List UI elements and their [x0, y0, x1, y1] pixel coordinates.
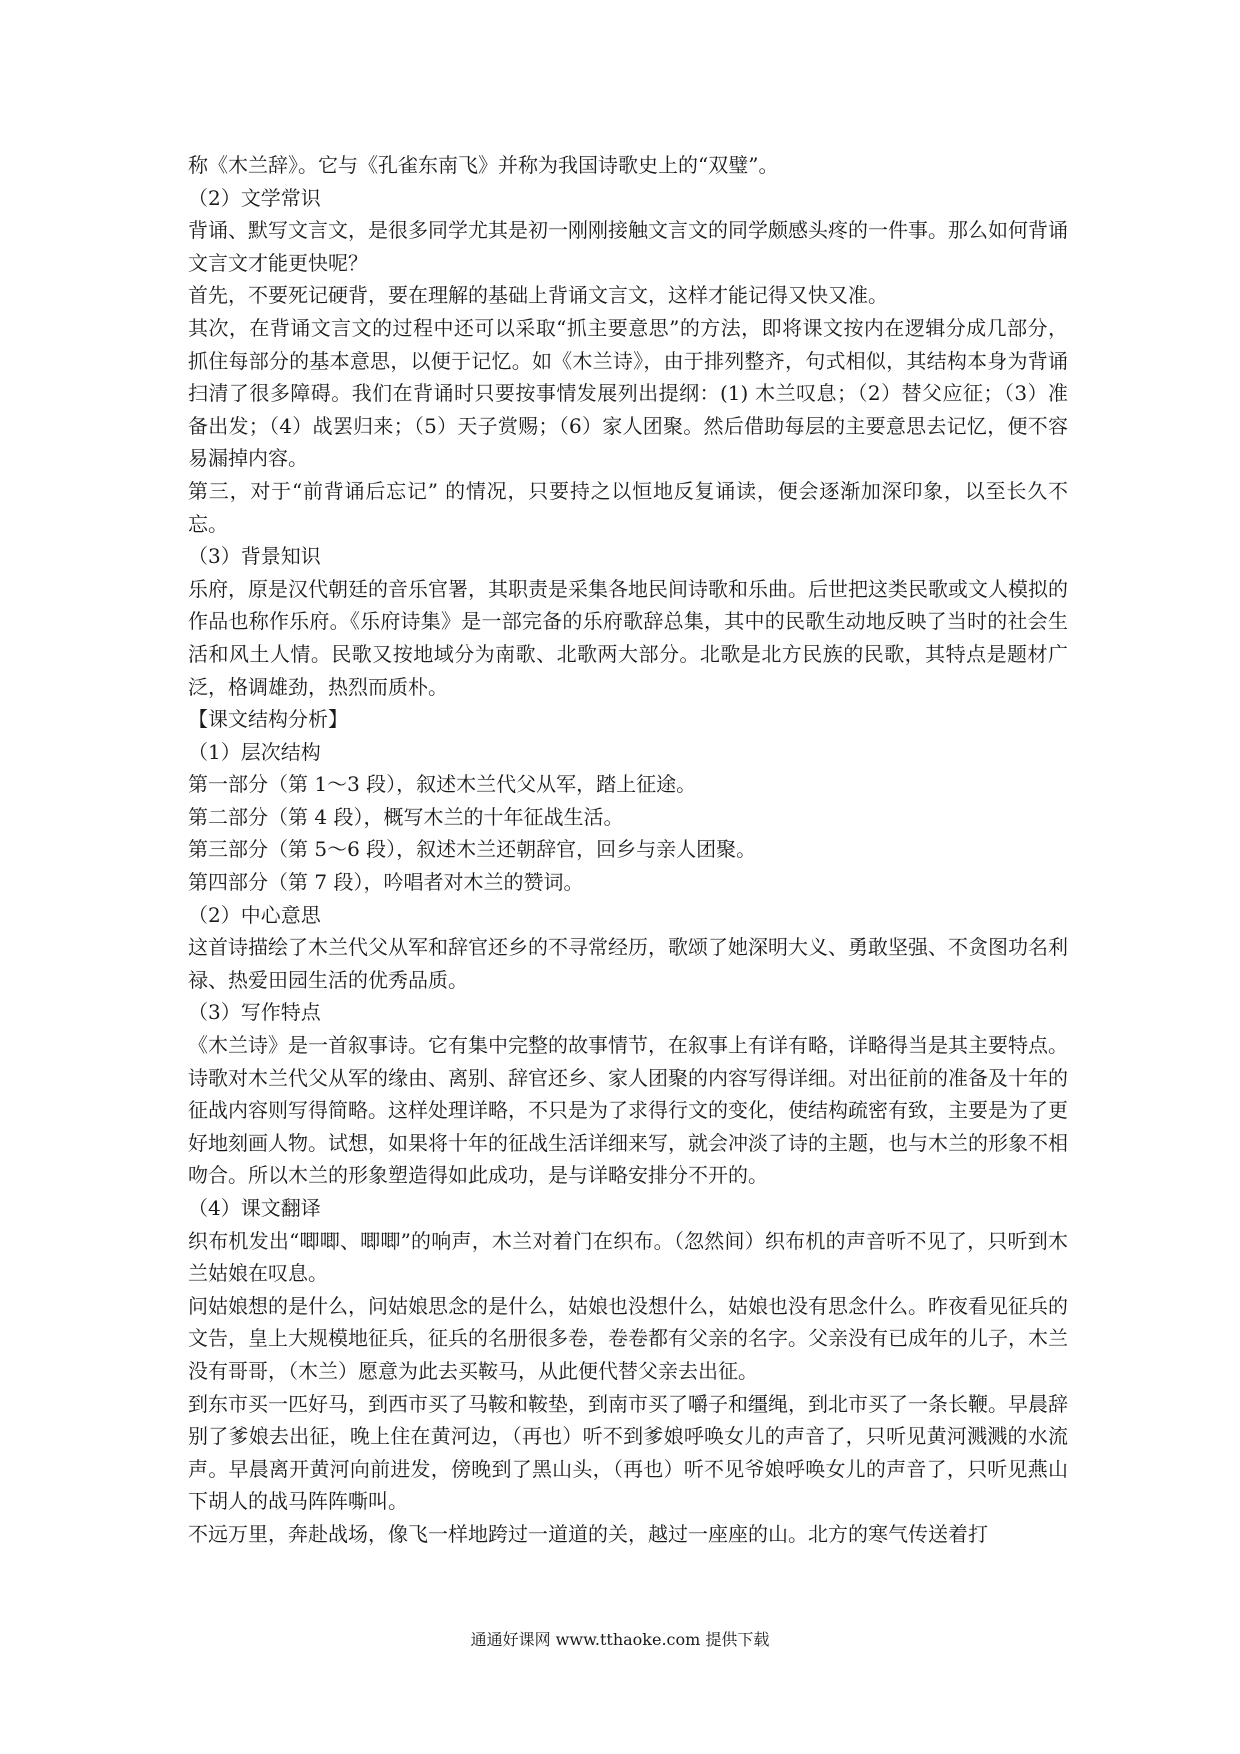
heading-background-knowledge: （3）背景知识: [188, 544, 321, 569]
paragraph-yuefu-background: 乐府，原是汉代朝廷的音乐官署，其职责是采集各地民间诗歌和乐曲。后世把这类民歌或文人模拟的作品也称作乐府。《乐府诗集》是一部完备的乐府歌辞总集，其中的民歌生动地反映了当时的社会生活和风土人情。民歌又按地域分为南歌、北歌两大部分。北歌是北方民族的民歌，其特点是题材广泛，格调雄劲，热烈而质朴。: [188, 576, 1068, 699]
paragraph-third-tip: 第三，对于“前背诵后忘记” 的情况，只要持之以恒地反复诵读，便会逐渐加深印象，以至长久不忘。: [188, 478, 1068, 536]
heading-central-idea: （2）中心意思: [188, 902, 321, 927]
list-item-part-three: 第三部分（第 5～6 段），叙述木兰还朝辞官，回乡与亲人团聚。: [188, 837, 757, 862]
paragraph-writing-features: 《木兰诗》是一首叙事诗。它有集中完整的故事情节，在叙事上有详有略，详略得当是其主要特点。诗歌对木兰代父从军的缘由、离别、辞官还乡、家人团聚的内容写得详细。对出征前的准备及十年的征战内容则写得简略。这样处理详略，不只是为了求得行文的变化，使结构疏密有致，主要是为了更好地刻画人物。试想，如果将十年的征战生活详细来写，就会冲淡了诗的主题，也与木兰的形象不相吻合。所以木兰的形象塑造得如此成功，是与详略安排分不开的。: [188, 1033, 1068, 1188]
paragraph-translation-1: 织布机发出“唧唧、唧唧”的响声，木兰对着门在织布。（忽然间）织布机的声音听不见了，只听到木兰姑娘在叹息。: [188, 1228, 1068, 1286]
paragraph-translation-3: 到东市买一匹好马，到西市买了马鞍和鞍垫，到南市买了嚼子和缰绳，到北市买了一条长鞭。早晨辞别了爹娘去出征，晚上住在黄河边，（再也）听不到爹娘呼唤女儿的声音了，只听见黄河溅溅的水流声。早晨离开黄河向前进发，傍晚到了黑山头，（再也）听不见爷娘呼唤女儿的声音了，只听见燕山下胡人的战马阵阵嘶叫。: [188, 1391, 1068, 1514]
heading-literary-knowledge: （2）文学常识: [188, 185, 321, 210]
list-item-part-one: 第一部分（第 1～3 段），叙述木兰代父从军，踏上征途。: [188, 772, 697, 797]
paragraph-translation-4: 不远万里，奔赴战场，像飞一样地跨过一道道的关，越过一座座的山。北方的寒气传送着打: [188, 1521, 988, 1546]
paragraph-intro-continuation: 称《木兰辞》。它与《孔雀东南飞》并称为我国诗歌史上的“双璧”。: [188, 153, 779, 177]
paragraph-second-tip: 其次，在背诵文言文的过程中还可以采取“抓主要意思”的方法，即将课文按内在逻辑分成几部分，抓住每部分的基本意思，以便于记忆。如《木兰诗》，由于排列整齐，句式相似，其结构本身为背诵扫清了很多障碍。我们在背诵时只要按事情发展列出提纲：(1) 木兰叹息；（2）替父应征；（3）准备出发；（4）战罢归来；（5）天子赏赐；（6）家人团聚。然后借助每层的主要意思去记忆，便不容易漏掉内容。: [188, 315, 1068, 471]
heading-writing-features: （3）写作特点: [188, 1000, 321, 1025]
heading-translation: （4）课文翻译: [188, 1196, 321, 1220]
paragraph-recitation-question: 背诵、默写文言文，是很多同学尤其是初一刚刚接触文言文的同学颇感头疼的一件事。那么如何背诵文言文才能更快呢？: [188, 218, 1068, 275]
list-item-part-four: 第四部分（第 7 段），吟唱者对木兰的赞词。: [188, 870, 584, 895]
page-footer: 通通好课网 www.tthaoke.com 提供下载: [470, 1630, 770, 1649]
paragraph-first-tip: 首先，不要死记硬背，要在理解的基础上背诵文言文，这样才能记得又快又准。: [188, 283, 888, 308]
document-body: [188, 149, 1068, 1551]
list-item-part-two: 第二部分（第 4 段），概写木兰的十年征战生活。: [188, 804, 624, 829]
heading-layer-structure: （1）层次结构: [188, 739, 321, 764]
paragraph-central-idea: 这首诗描绘了木兰代父从军和辞官还乡的不寻常经历，歌颂了她深明大义、勇敢坚强、不贪图功名利禄、热爱田园生活的优秀品质。: [188, 935, 1068, 992]
heading-structure-analysis: 【课文结构分析】: [188, 707, 348, 732]
paragraph-translation-2: 问姑娘想的是什么，问姑娘思念的是什么，姑娘也没想什么，姑娘也没有思念什么。昨夜看见征兵的文告，皇上大规模地征兵，征兵的名册很多卷，卷卷都有父亲的名字。父亲没有已成年的儿子，木兰没有哥哥，（木兰）愿意为此去买鞍马，从此便代替父亲去出征。: [188, 1293, 1068, 1383]
